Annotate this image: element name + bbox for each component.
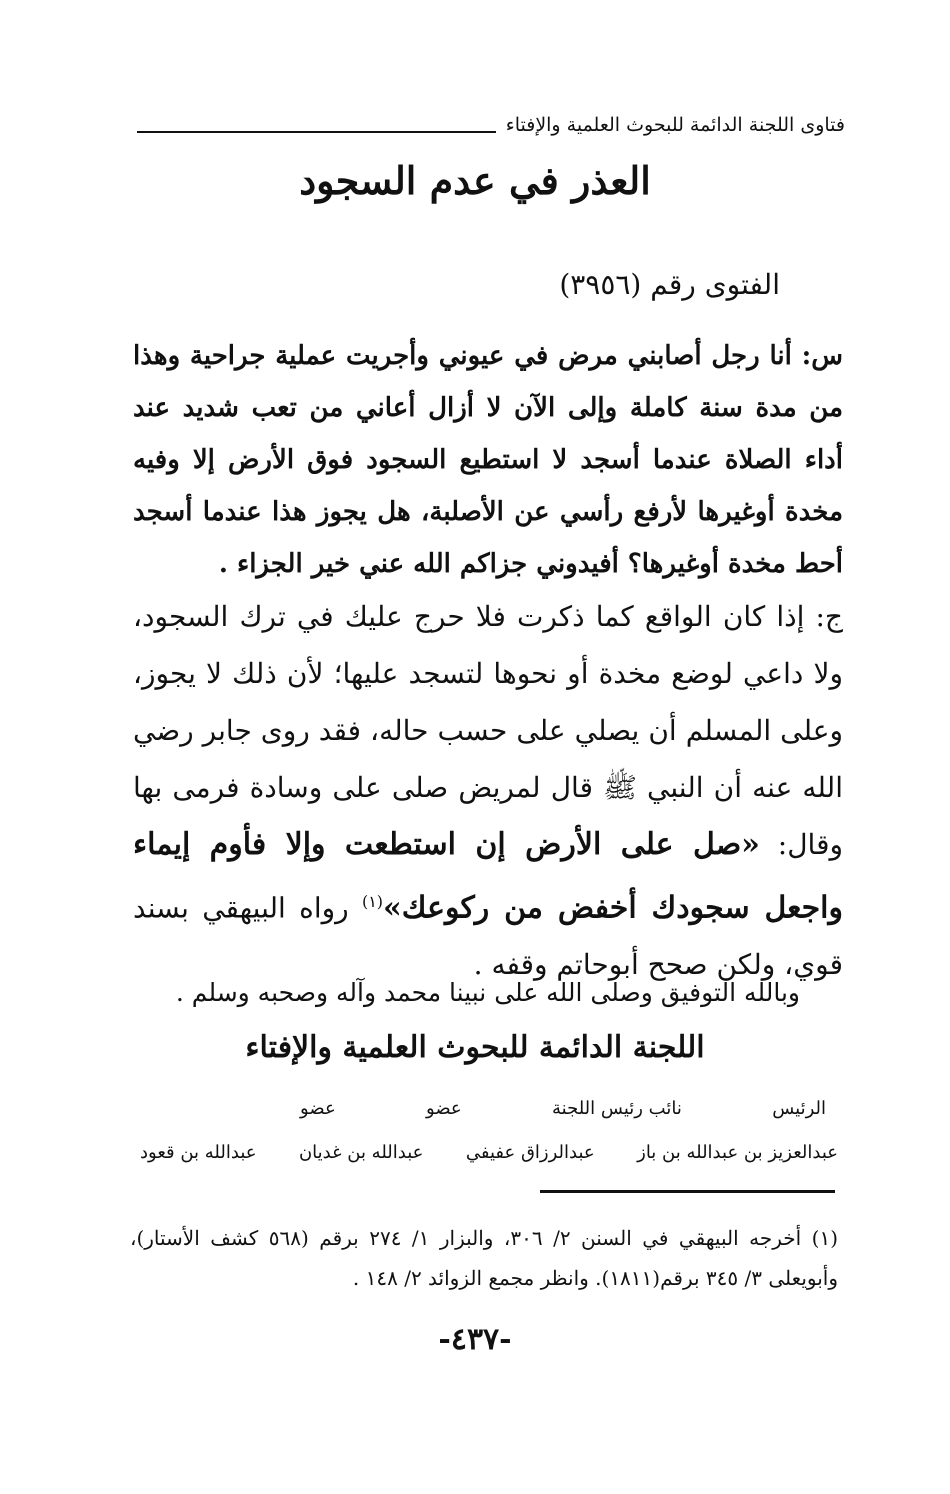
closing-line: وبالله التوفيق وصلى الله على نبينا محمد وآله وصحبه وسلم . xyxy=(175,978,800,1007)
signatory-name: عبدالعزيز بن عبدالله بن باز xyxy=(637,1142,838,1163)
footnote: (١) أخرجه البيهقي في السنن ٢/ ٣٠٦، والبزار ١/ ٢٧٤ برقم (٥٦٨ كشف الأستار)، وأبويعلى ٣/ ٣٤٥ برقم(١٨١١). وانظر مجمع الزوائد ٢/ ١٤٨ . xyxy=(130,1226,838,1290)
signatory-name: عبدالله بن غديان xyxy=(298,1142,424,1163)
answer-text-before: ج: إذا كان الواقع كما ذكرت فلا حرج عليك في ترك السجود، ولا داعي لوضع مخدة أو نحوها لتسجد عليها؛ لأن ذلك لا يجوز، وعلى المسلم أن يصلي على حسب حاله، فقد روى جابر رضي الله عنه أن النبي ﷺ قال لمريض صلى على وسادة فرمى بها وقال: xyxy=(133,600,843,861)
signatory-titles xyxy=(140,1098,838,1119)
committee-name: اللجنة الدائمة للبحوث العلمية والإفتاء xyxy=(245,1030,705,1065)
footnote-rule xyxy=(540,1190,835,1193)
signatory-title: عضو xyxy=(426,1098,462,1119)
page-title: العذر في عدم السجود xyxy=(299,158,651,203)
signatory-names xyxy=(140,1142,838,1163)
running-header xyxy=(137,102,845,138)
signatory-title: عضو xyxy=(300,1098,336,1119)
signatory-title: الرئيس xyxy=(772,1098,826,1119)
answer-paragraph xyxy=(133,588,843,993)
header-rule xyxy=(137,131,496,133)
page-number: -٤٣٧- xyxy=(438,1322,512,1357)
running-header-text: فتاوى اللجنة الدائمة للبحوث العلمية والإفتاء xyxy=(505,114,845,136)
signatory-name: عبدالرزاق عفيفي xyxy=(465,1142,595,1163)
hadith-quote: «صل على الأرض إن استطعت وإلا فأوم إيماء واجعل سجودك أخفض من ركوعك» xyxy=(133,827,844,926)
signatory-title: نائب رئيس اللجنة xyxy=(552,1098,682,1119)
answer-text-after: رواه البيهقي بسند قوي، ولكن صحح أبوحاتم وقفه . xyxy=(133,891,843,982)
signatory-name: عبدالله بن قعود xyxy=(140,1142,257,1163)
fatwa-number: الفتوى رقم (٣٩٥٦) xyxy=(559,268,780,301)
question-paragraph: س: أنا رجل أصابني مرض في عيوني وأجريت عملية جراحية وهذا من مدة سنة كاملة وإلى الآن لا أزال أعاني من تعب شديد عند أداء الصلاة عندما أسجد لا استطيع السجود فوق الأرض إلا وفيه مخدة أوغيرها لأرفع رأسي عن الأصلبة، هل يجوز هذا عندما أسجد أحط مخدة أوغيرها؟ أفيدوني جزاكم الله عني خير الجزاء . xyxy=(133,341,843,579)
footnote-marker: (١) xyxy=(361,892,384,911)
